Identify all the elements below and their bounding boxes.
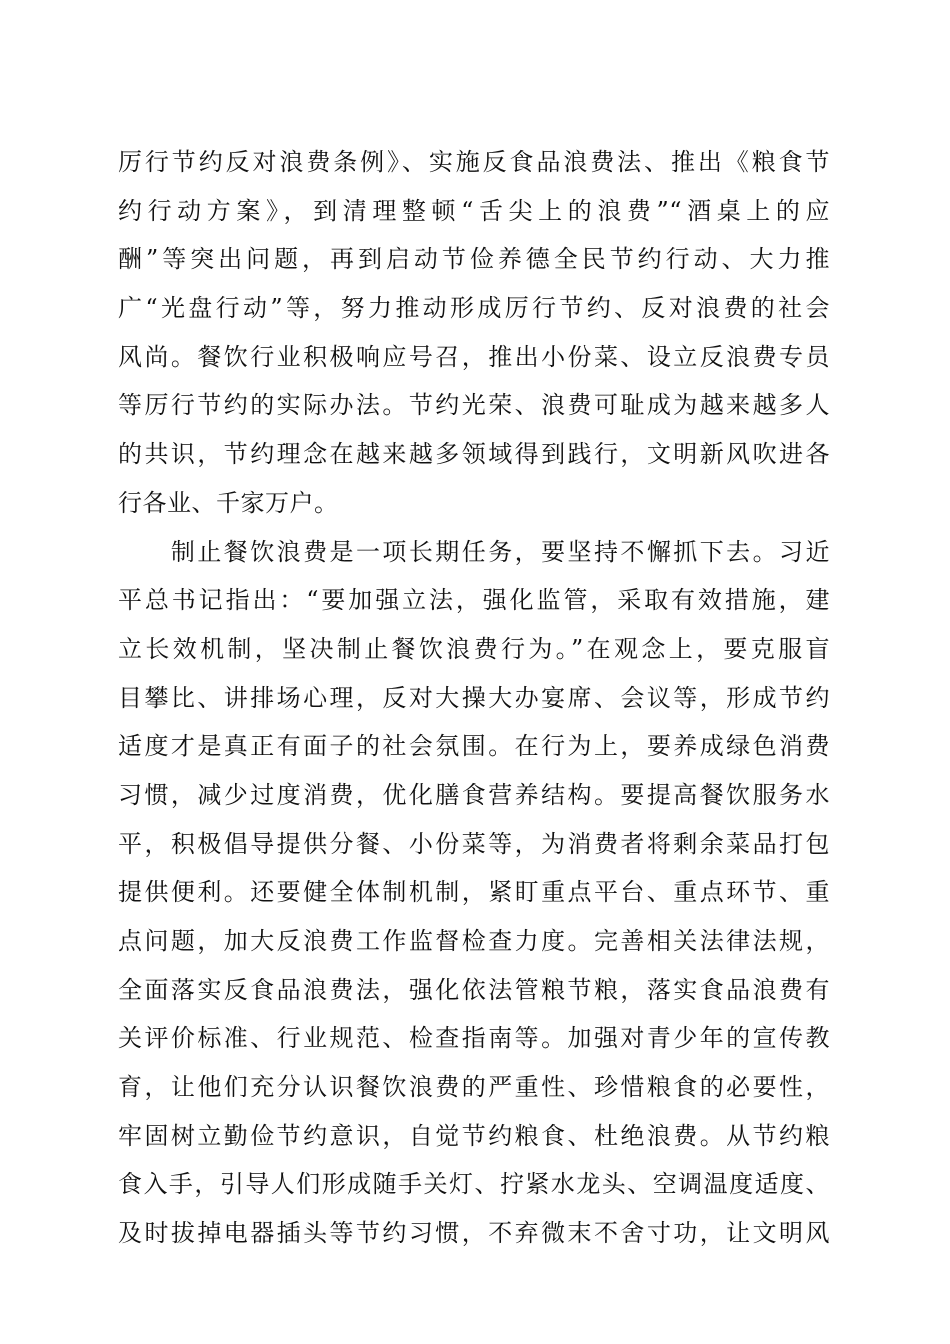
text-line: 点问题，加大反浪费工作监督检查力度。完善相关法律法规，: [118, 927, 830, 955]
text-line: 立长效机制，坚决制止餐饮浪费行为。”在观念上，要克服盲: [118, 634, 830, 663]
text-line: 制止餐饮浪费是一项长期任务，要坚持不懈抓下去。习近: [118, 537, 830, 566]
text-line: 的共识，节约理念在越来越多领域得到践行，文明新风吹进各: [118, 440, 830, 469]
text-line: 关评价标准、行业规范、检查指南等。加强对青少年的宣传教: [118, 1024, 830, 1053]
text-line: 习惯，减少过度消费，优化膳食营养结构。要提高餐饮服务水: [118, 780, 830, 809]
text-line: 约行动方案》，到清理整顿“舌尖上的浪费”“酒桌上的应: [118, 196, 830, 225]
text-line: 行各业、千家万户。: [118, 488, 339, 517]
text-line: 目攀比、讲排场心理，反对大操大办宴席、会议等，形成节约: [118, 683, 830, 712]
text-line: 育，让他们充分认识餐饮浪费的严重性、珍惜粮食的必要性，: [118, 1073, 830, 1102]
text-line: 平，积极倡导提供分餐、小份菜等，为消费者将剩余菜品打包: [118, 829, 830, 858]
text-line: 广“光盘行动”等，努力推动形成厉行节约、反对浪费的社会: [118, 294, 830, 323]
text-line: 风尚。餐饮行业积极响应号召，推出小份菜、设立反浪费专员: [118, 342, 830, 371]
text-line: 食入手，引导人们形成随手关灯、拧紧水龙头、空调温度适度、: [118, 1170, 830, 1199]
text-line: 全面落实反食品浪费法，强化依法管粮节粮，落实食品浪费有: [118, 975, 830, 1004]
text-line: 平总书记指出：“要加强立法，强化监管，采取有效措施，建: [118, 586, 830, 615]
text-line: 适度才是真正有面子的社会氛围。在行为上，要养成绿色消费: [118, 732, 830, 761]
text-line: 牢固树立勤俭节约意识，自觉节约粮食、杜绝浪费。从节约粮: [118, 1121, 830, 1150]
text-line: 提供便利。还要健全体制机制，紧盯重点平台、重点环节、重: [118, 878, 830, 907]
text-line: 厉行节约反对浪费条例》、实施反食品浪费法、推出《粮食节: [118, 148, 830, 176]
text-line: 等厉行节约的实际办法。节约光荣、浪费可耻成为越来越多人: [118, 391, 830, 420]
body-text: [118, 138, 830, 1258]
text-line: 及时拔掉电器插头等节约习惯，不弃微末不舍寸功，让文明风: [118, 1219, 830, 1248]
text-line: 酬”等突出问题，再到启动节俭养德全民节约行动、大力推: [118, 245, 830, 274]
